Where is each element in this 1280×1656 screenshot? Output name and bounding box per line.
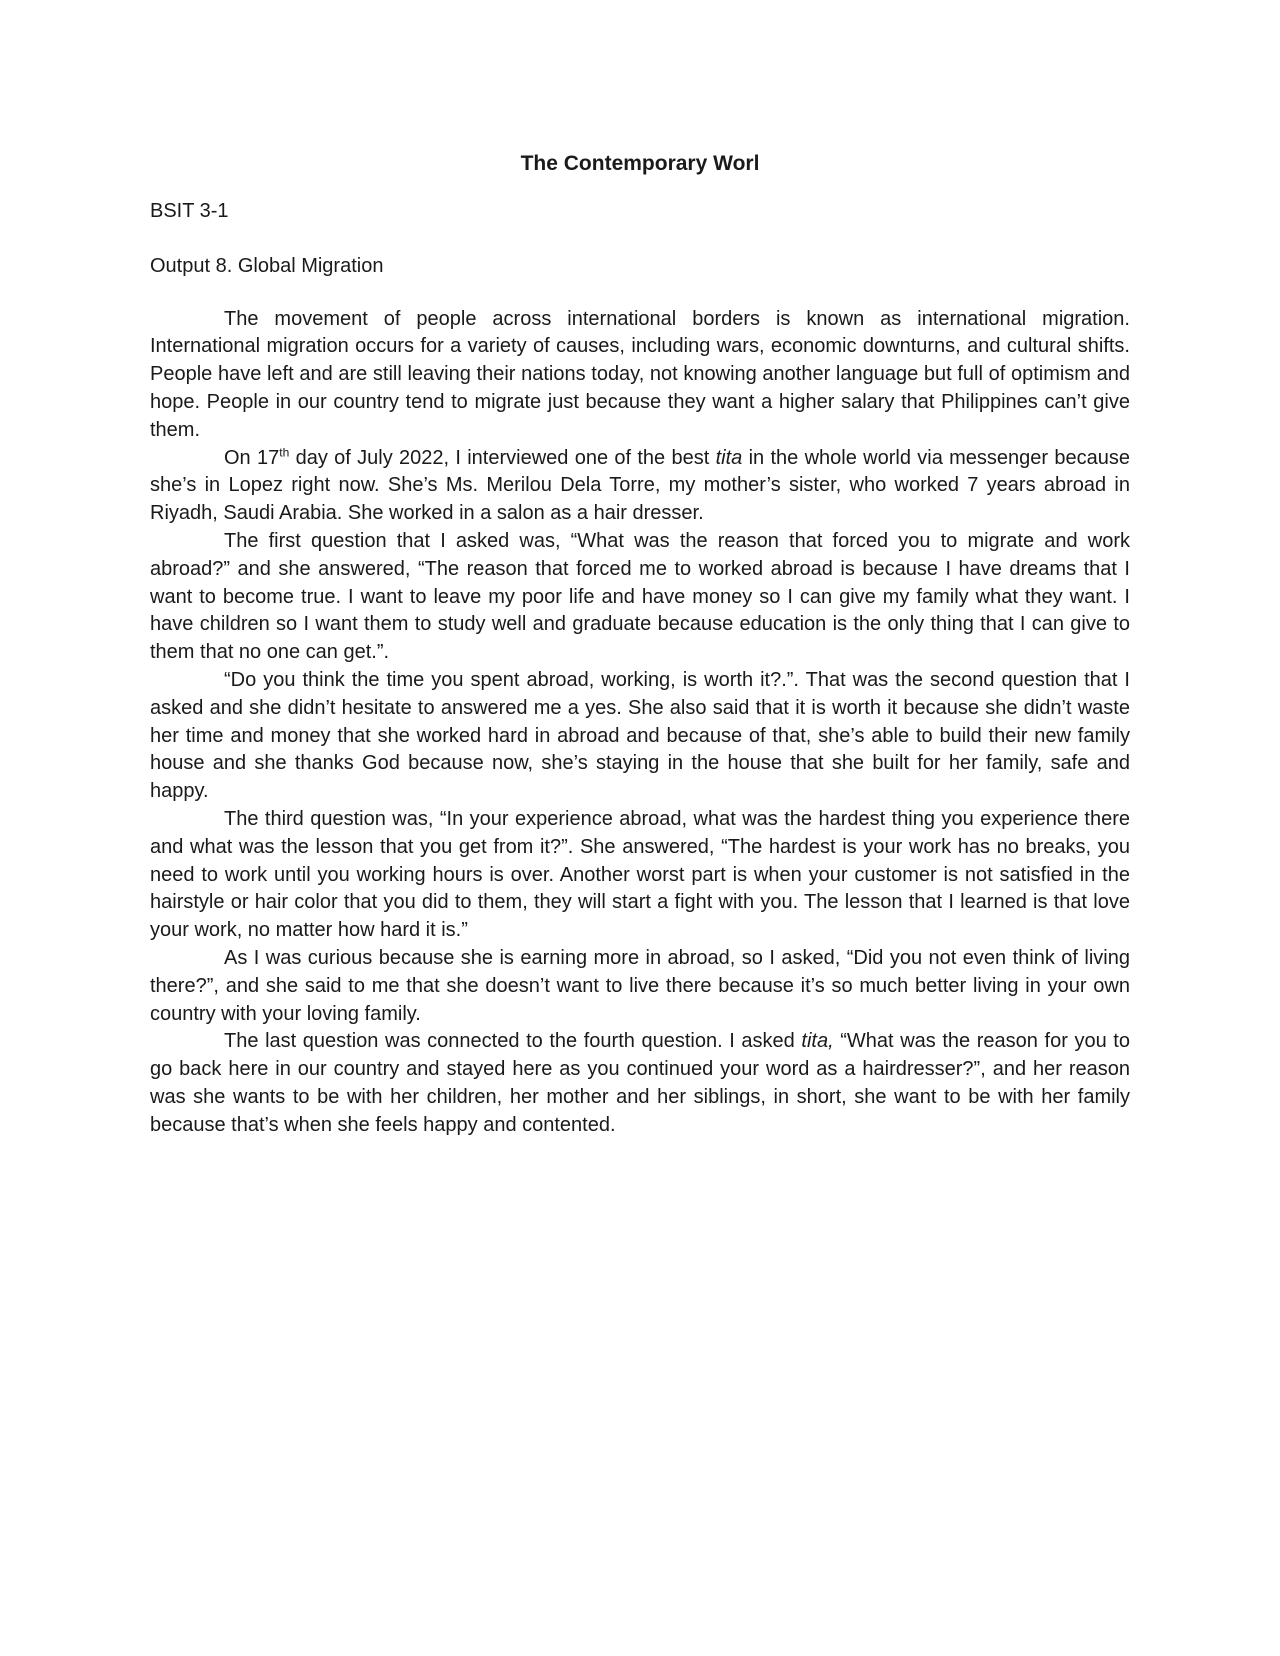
- paragraph-2-text-c: in the whole world via messenger because she’s in Lopez right now. She’s Ms. Merilou Dela Torre, my mother’s sister, who worked 7 years abroad in Riyadh, Saudi Arabia. She worked in a salon as a hair dresser.: [150, 446, 1131, 525]
- paragraph-5: The third question was, “In your experience abroad, what was the hardest thing you experience there and what was the lesson that you get from it?”. She answered, “The hardest is your work has no breaks, you need to work until you working hours is over. Another worst part is when your customer is not satisfied in the hairstyle or hair color that you did to them, they will start a fight with you. The lesson that I learned is that love your work, no matter how hard it is.”: [150, 807, 1130, 942]
- paragraph-7: [150, 1028, 1130, 1139]
- paragraph-7-text-b: “What was the reason for you to go back here in our country and stayed here as you continued your word as a hairdresser?”, and her reason was she wants to be with her children, her mother and her siblings, in short, she want to be with her family because that’s when she feels happy and contented.: [150, 1030, 1130, 1136]
- paragraph-2-italic: tita: [715, 446, 743, 469]
- document-body: [150, 150, 1130, 1140]
- paragraph-3: The first question that I asked was, “What was the reason that forced you to migrate and work abroad?” and she answered, “The reason that forced me to worked abroad is because I have dreams that I want to become true. I want to leave my poor life and have money so I can give my family what they want. I have children so I want them to study well and graduate because education is the only thing that I can give to them that no one can get.”.: [150, 529, 1130, 664]
- ordinal-suffix: th: [279, 444, 290, 459]
- output-label: Output 8. Global Migration: [150, 254, 384, 277]
- paragraph-6: As I was curious because she is earning more in abroad, so I asked, “Did you not even think of living there?”, and she said to me that she doesn’t want to live there because it’s so much better living in your own country with your loving family.: [150, 946, 1130, 1025]
- document-title: The Contemporary Worl: [520, 152, 760, 175]
- paragraph-7-text-a: The last question was connected to the fourth question. I asked: [224, 1030, 802, 1053]
- paragraph-7-italic: tita,: [801, 1030, 834, 1053]
- paragraph-4: “Do you think the time you spent abroad, working, is worth it?.”. That was the second question that I asked and she didn’t hesitate to answered me a yes. She also said that it is worth it because she didn’t waste her time and money that she worked hard in abroad and because of that, she’s able to build their new family house and she thanks God because now, she’s staying in the house that she built for her family, safe and happy.: [150, 668, 1130, 803]
- paragraph-1: The movement of people across international borders is known as international migration. International migration occurs for a variety of causes, including wars, economic downturns, and cultural shifts. People have left and are still leaving their nations today, not knowing another language but full of optimism and hope. People in our country tend to migrate just because they want a higher salary that Philippines can’t give them.: [150, 307, 1130, 441]
- class-section: BSIT 3-1: [150, 200, 229, 222]
- paragraph-2: [150, 445, 1130, 528]
- paragraph-2-text-a: On 17: [224, 446, 280, 469]
- paragraph-2-text-b: day of July 2022, I interviewed one of the best: [289, 446, 716, 469]
